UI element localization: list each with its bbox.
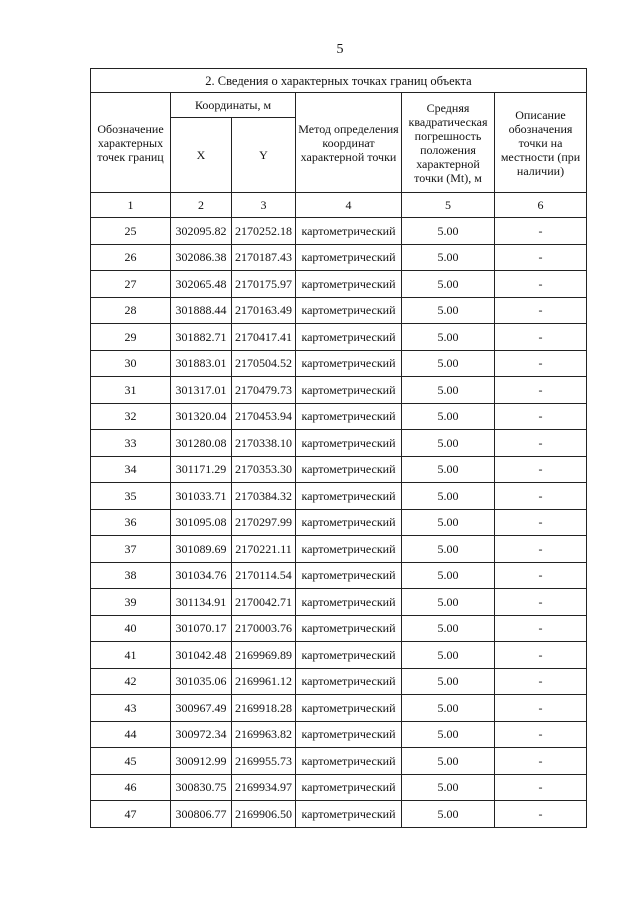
cell-description: - [495,403,587,430]
cell-description: - [495,509,587,536]
cell-error: 5.00 [402,615,495,642]
header-method: Метод определения координат характерной точки [296,93,402,193]
table-row [91,774,587,801]
cell-error: 5.00 [402,774,495,801]
cell-error: 5.00 [402,801,495,828]
cell-error: 5.00 [402,350,495,377]
cell-method: картометрический [296,562,402,589]
cell-error: 5.00 [402,324,495,351]
header-description: Описание обозначения точки на местности (при наличии) [495,93,587,193]
cell-method: картометрический [296,483,402,510]
cell-description: - [495,456,587,483]
table-row [91,589,587,616]
cell-y: 2170297.99 [232,509,296,536]
table-row [91,801,587,828]
cell-point-number: 25 [91,218,171,245]
cell-point-number: 41 [91,642,171,669]
boundary-points-table [90,68,587,828]
cell-x: 301095.08 [171,509,232,536]
table-row [91,748,587,775]
cell-method: картометрический [296,589,402,616]
cell-point-number: 29 [91,324,171,351]
cell-y: 2169969.89 [232,642,296,669]
cell-x: 301089.69 [171,536,232,563]
cell-point-number: 32 [91,403,171,430]
cell-method: картометрический [296,536,402,563]
cell-x: 300972.34 [171,721,232,748]
table-row [91,350,587,377]
cell-method: картометрический [296,774,402,801]
table-row [91,244,587,271]
cell-point-number: 35 [91,483,171,510]
cell-x: 301134.91 [171,589,232,616]
cell-x: 301042.48 [171,642,232,669]
cell-y: 2170163.49 [232,297,296,324]
table-row [91,456,587,483]
column-number: 6 [495,193,587,218]
cell-description: - [495,483,587,510]
cell-point-number: 36 [91,509,171,536]
cell-method: картометрический [296,218,402,245]
cell-y: 2170453.94 [232,403,296,430]
cell-y: 2170187.43 [232,244,296,271]
cell-y: 2169955.73 [232,748,296,775]
cell-method: картометрический [296,642,402,669]
cell-y: 2169934.97 [232,774,296,801]
cell-method: картометрический [296,377,402,404]
cell-method: картометрический [296,350,402,377]
cell-x: 300806.77 [171,801,232,828]
table-row [91,615,587,642]
table-row [91,562,587,589]
cell-x: 300912.99 [171,748,232,775]
cell-point-number: 44 [91,721,171,748]
table-row [91,483,587,510]
cell-error: 5.00 [402,483,495,510]
table-row [91,695,587,722]
cell-error: 5.00 [402,456,495,483]
cell-x: 300967.49 [171,695,232,722]
cell-error: 5.00 [402,218,495,245]
cell-error: 5.00 [402,668,495,695]
cell-y: 2170175.97 [232,271,296,298]
cell-x: 301033.71 [171,483,232,510]
cell-description: - [495,774,587,801]
cell-point-number: 38 [91,562,171,589]
column-number: 3 [232,193,296,218]
cell-point-number: 26 [91,244,171,271]
cell-x: 301320.04 [171,403,232,430]
cell-method: картометрический [296,403,402,430]
cell-point-number: 47 [91,801,171,828]
section-title: 2. Сведения о характерных точках границ объекта [91,69,587,93]
cell-method: картометрический [296,271,402,298]
cell-y: 2170353.30 [232,456,296,483]
cell-point-number: 31 [91,377,171,404]
cell-description: - [495,271,587,298]
cell-method: картометрический [296,297,402,324]
header-y: Y [232,118,296,193]
cell-method: картометрический [296,615,402,642]
cell-description: - [495,536,587,563]
cell-method: картометрический [296,509,402,536]
cell-x: 301882.71 [171,324,232,351]
cell-y: 2170252.18 [232,218,296,245]
cell-point-number: 33 [91,430,171,457]
cell-point-number: 46 [91,774,171,801]
cell-description: - [495,377,587,404]
table-row [91,430,587,457]
cell-x: 301883.01 [171,350,232,377]
cell-y: 2169918.28 [232,695,296,722]
cell-description: - [495,748,587,775]
column-number: 5 [402,193,495,218]
cell-x: 302095.82 [171,218,232,245]
cell-error: 5.00 [402,589,495,616]
header-error: Средняя квадратическая погрешность положения характерной точки (Mt), м [402,93,495,193]
cell-point-number: 39 [91,589,171,616]
cell-description: - [495,350,587,377]
cell-description: - [495,695,587,722]
table-row [91,403,587,430]
cell-description: - [495,668,587,695]
cell-point-number: 30 [91,350,171,377]
table-row [91,297,587,324]
cell-x: 300830.75 [171,774,232,801]
cell-y: 2169906.50 [232,801,296,828]
table-row [91,377,587,404]
cell-point-number: 42 [91,668,171,695]
cell-x: 301035.06 [171,668,232,695]
column-numbers-row [91,193,587,218]
cell-y: 2170221.11 [232,536,296,563]
cell-x: 301280.08 [171,430,232,457]
cell-error: 5.00 [402,536,495,563]
cell-description: - [495,218,587,245]
cell-x: 302065.48 [171,271,232,298]
header-x: X [171,118,232,193]
cell-description: - [495,324,587,351]
cell-y: 2170114.54 [232,562,296,589]
table-row [91,642,587,669]
cell-error: 5.00 [402,721,495,748]
table-row [91,721,587,748]
cell-error: 5.00 [402,509,495,536]
cell-method: картометрический [296,244,402,271]
table-row [91,271,587,298]
cell-method: картометрический [296,801,402,828]
cell-point-number: 27 [91,271,171,298]
table-row [91,536,587,563]
cell-point-number: 43 [91,695,171,722]
cell-error: 5.00 [402,271,495,298]
cell-error: 5.00 [402,430,495,457]
cell-description: - [495,297,587,324]
cell-method: картометрический [296,668,402,695]
cell-error: 5.00 [402,403,495,430]
cell-description: - [495,430,587,457]
cell-method: картометрический [296,456,402,483]
cell-x: 302086.38 [171,244,232,271]
cell-point-number: 28 [91,297,171,324]
cell-method: картометрический [296,430,402,457]
cell-point-number: 40 [91,615,171,642]
header-point: Обозначение характерных точек границ [91,93,171,193]
cell-y: 2170042.71 [232,589,296,616]
cell-error: 5.00 [402,562,495,589]
column-number: 4 [296,193,402,218]
cell-x: 301171.29 [171,456,232,483]
header-coordinates: Координаты, м [171,93,296,118]
cell-method: картометрический [296,748,402,775]
cell-point-number: 34 [91,456,171,483]
cell-y: 2170417.41 [232,324,296,351]
cell-description: - [495,801,587,828]
cell-description: - [495,589,587,616]
table-row [91,509,587,536]
cell-error: 5.00 [402,695,495,722]
cell-y: 2169963.82 [232,721,296,748]
cell-y: 2170003.76 [232,615,296,642]
table-row [91,668,587,695]
cell-y: 2170479.73 [232,377,296,404]
page-number: 5 [336,42,344,57]
table-row [91,324,587,351]
table-row [91,218,587,245]
cell-error: 5.00 [402,244,495,271]
cell-x: 301317.01 [171,377,232,404]
cell-error: 5.00 [402,297,495,324]
cell-error: 5.00 [402,642,495,669]
cell-y: 2170338.10 [232,430,296,457]
column-number: 2 [171,193,232,218]
cell-description: - [495,615,587,642]
cell-x: 301034.76 [171,562,232,589]
cell-y: 2169961.12 [232,668,296,695]
cell-description: - [495,721,587,748]
cell-description: - [495,642,587,669]
cell-description: - [495,562,587,589]
cell-description: - [495,244,587,271]
cell-point-number: 37 [91,536,171,563]
cell-method: картометрический [296,695,402,722]
cell-method: картометрический [296,721,402,748]
cell-y: 2170504.52 [232,350,296,377]
cell-point-number: 45 [91,748,171,775]
cell-error: 5.00 [402,377,495,404]
column-number: 1 [91,193,171,218]
cell-method: картометрический [296,324,402,351]
cell-x: 301070.17 [171,615,232,642]
cell-x: 301888.44 [171,297,232,324]
cell-y: 2170384.32 [232,483,296,510]
cell-error: 5.00 [402,748,495,775]
